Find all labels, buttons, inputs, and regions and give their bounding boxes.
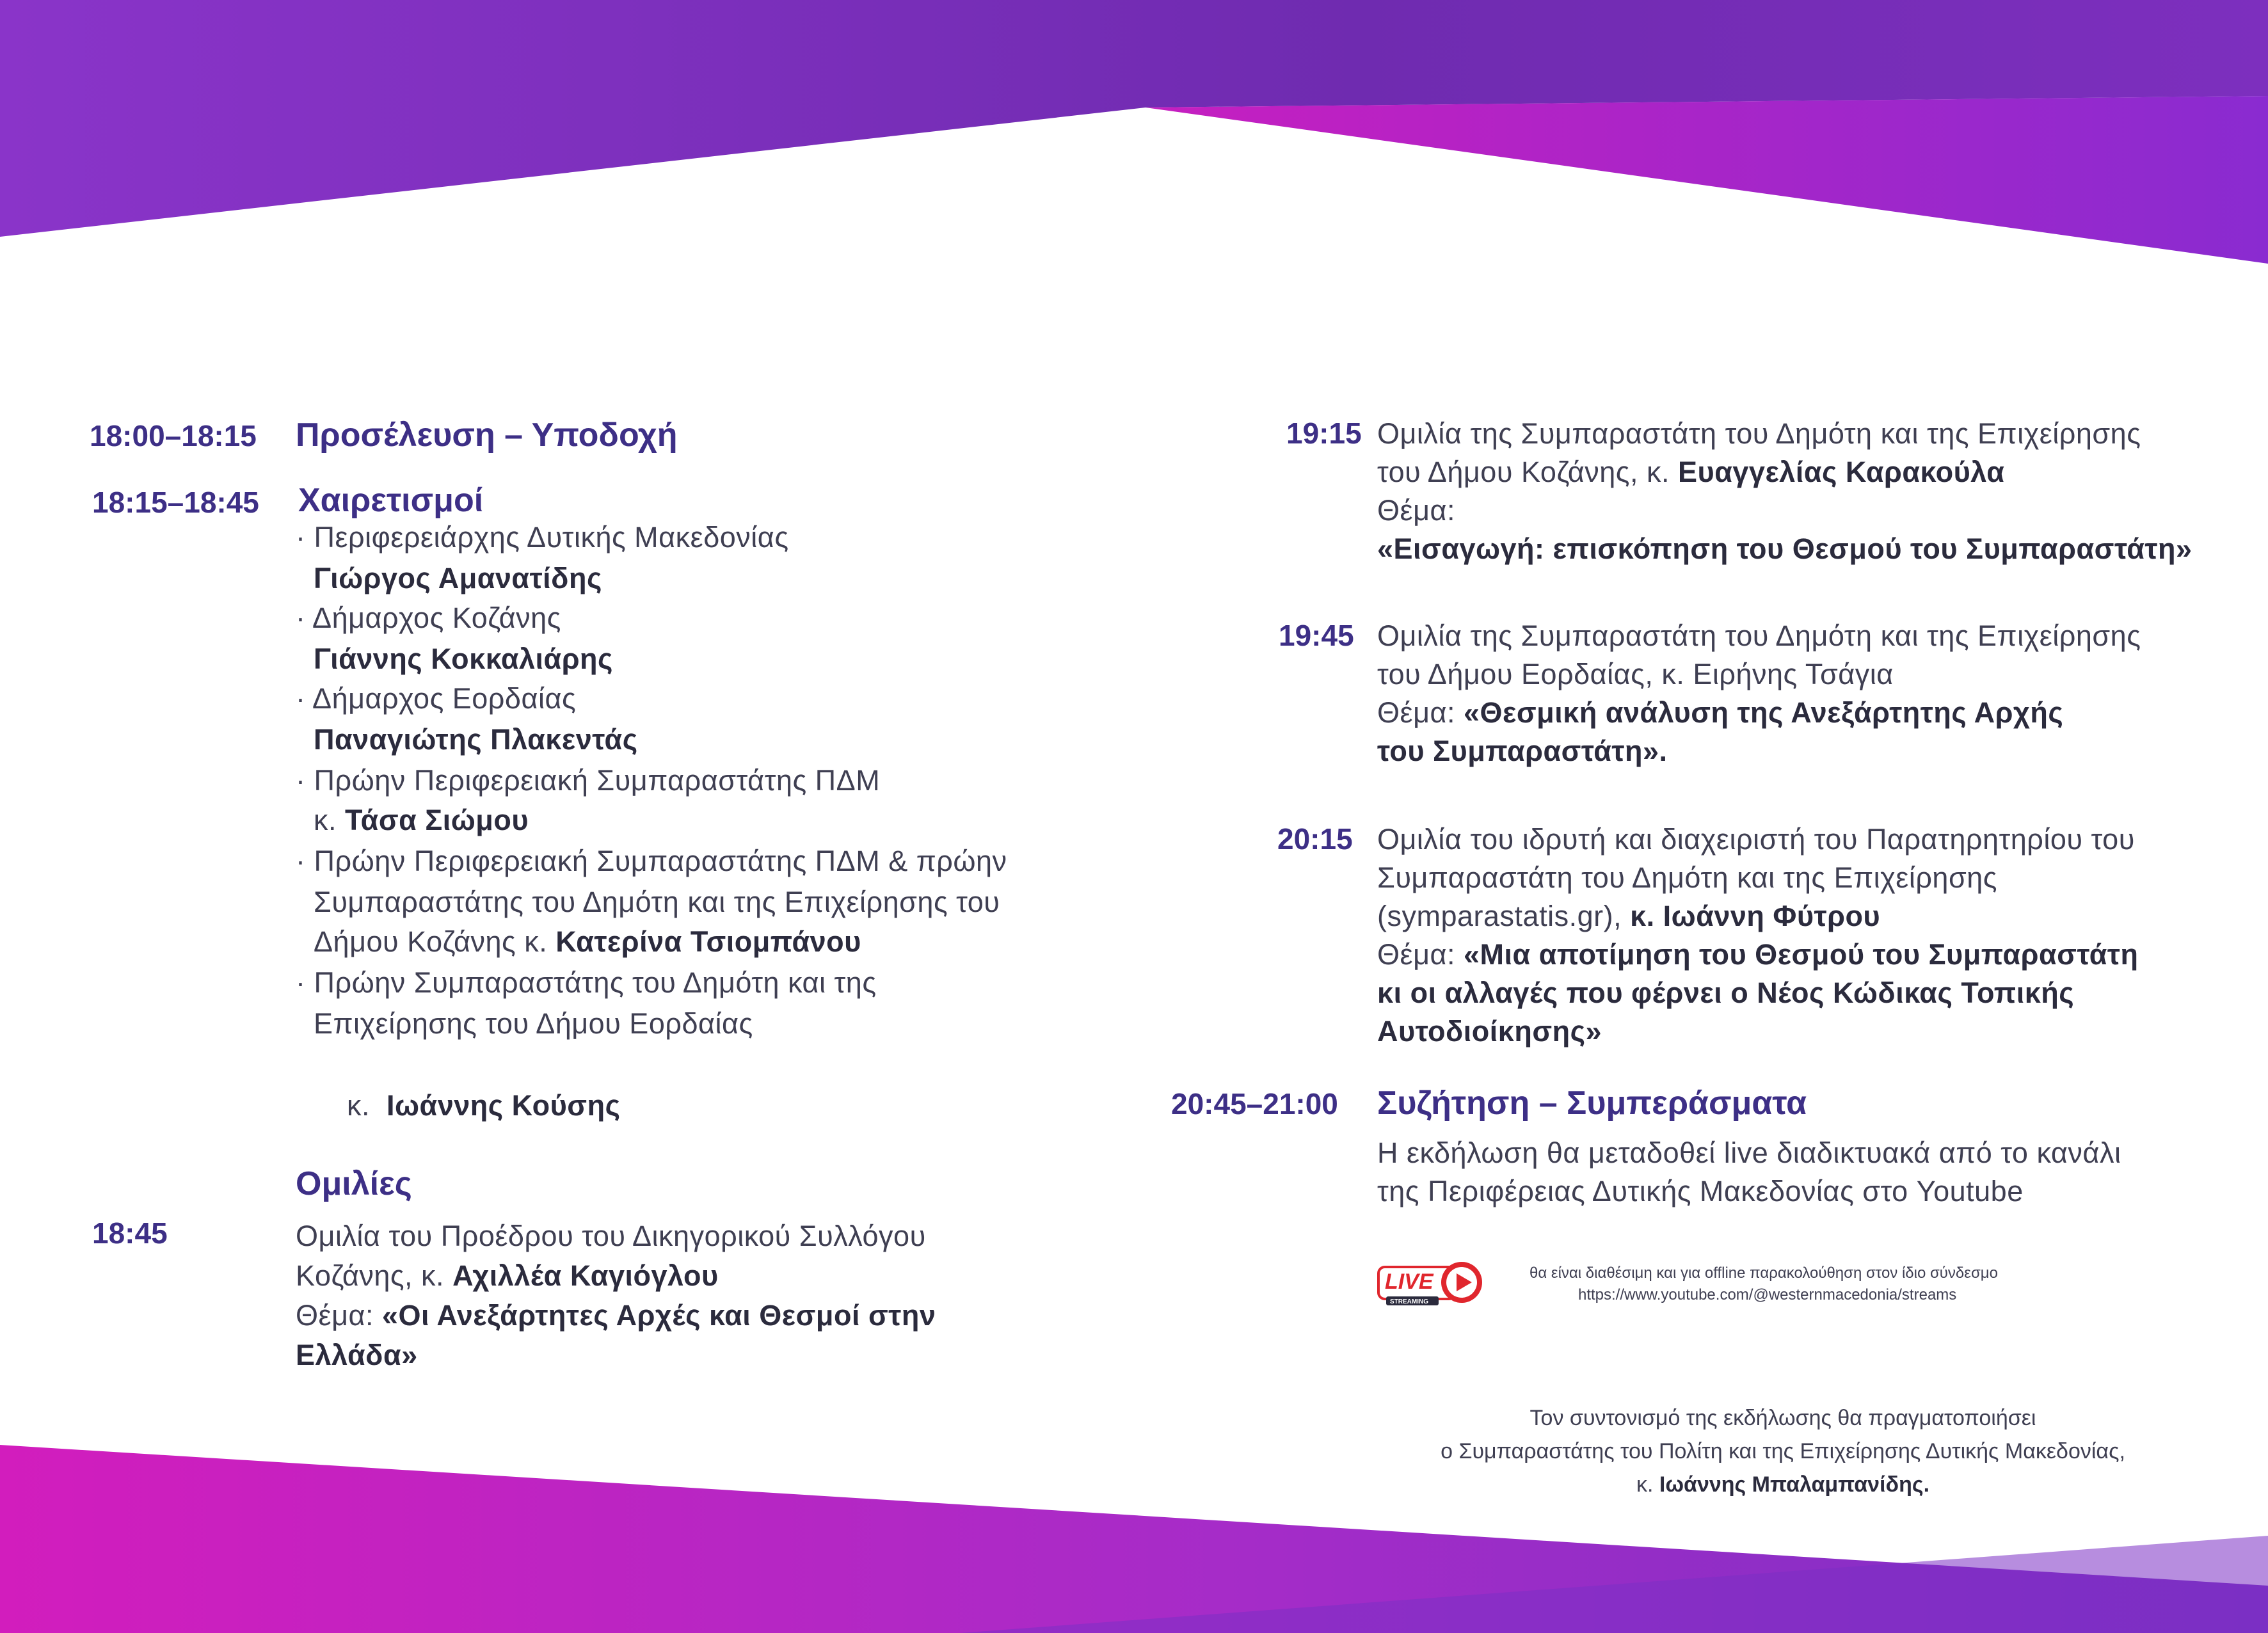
session-line: Ομιλία του ιδρυτή και διαχειριστή του Παρατηρητηρίου του — [1377, 823, 2135, 856]
greeting-role: · Περιφερειάρχης Δυτικής Μακεδονίας — [296, 521, 789, 554]
stream-line: της Περιφέρειας Δυτικής Μακεδονίας στο Youtube — [1377, 1175, 2024, 1207]
session-topic-cont: του Συμπαραστάτη». — [1377, 735, 1668, 767]
greetings-title: Χαιρετισμοί — [298, 482, 484, 519]
greeting-role: · Πρώην Περιφερειακή Συμπαραστάτης ΠΔΜ & πρώην — [296, 845, 1007, 877]
greeting-role: · Δήμαρχος Εορδαίας — [296, 682, 577, 715]
session-prefix: του Δήμου Κοζάνης, κ. — [1377, 456, 1679, 488]
session-topic-cont: Αυτοδιοίκησης» — [1377, 1015, 1602, 1048]
greeting-name: Ιωάννης Κούσης — [387, 1089, 621, 1122]
live-streaming-icon — [1377, 1261, 1486, 1307]
session-time: 19:15 — [1286, 417, 1362, 450]
session-topic-line — [1377, 692, 2063, 733]
coordinator-name: Ιωάννης Μπαλαμπανίδης. — [1659, 1472, 1930, 1497]
live-badge-text: LIVE — [1385, 1270, 1433, 1294]
greeting-role: · Πρώην Συμπαραστάτης του Δημότη και της — [296, 966, 877, 999]
closing-line: Τον συντονισμό της εκδήλωσης θα πραγματοποιήσει — [1529, 1406, 2036, 1430]
session-speaker: Ευαγγελίας Καρακούλα — [1678, 456, 2005, 488]
session-line: Ομιλία της Συμπαραστάτη του Δημότη και της Επιχείρησης — [1377, 417, 2141, 450]
greeting-name-line — [314, 800, 529, 841]
greetings-time: 18:15–18:45 — [92, 486, 259, 519]
greeting-prefix: κ. — [314, 804, 346, 836]
talk-topic-line — [296, 1295, 936, 1336]
offline-note: θα είναι διαθέσιμη και για offline παρακολούθηση στον ίδιο σύνδεσμο — [1529, 1264, 1998, 1282]
session-time: 19:45 — [1279, 619, 1354, 652]
session-topic: «Εισαγωγή: επισκόπηση του Θεσμού του Συμπαραστάτη» — [1377, 532, 2192, 565]
greeting-name: Τάσα Σιώμου — [345, 804, 529, 836]
greeting-prefix: Δήμου Κοζάνης κ. — [314, 925, 556, 958]
greeting-role-cont: Συμπαραστάτης του Δημότη και της Επιχείρησης του — [314, 886, 1000, 918]
session-speaker-line — [1377, 896, 1880, 937]
talk-prefix: Κοζάνης, κ. — [296, 1259, 453, 1292]
greeting-role-cont: Επιχείρησης του Δήμου Εορδαίας — [314, 1007, 753, 1040]
talk-speaker-line — [296, 1255, 719, 1296]
session-topic: «Μια αποτίμηση του Θεσμού του Συμπαραστάτη — [1464, 938, 2139, 971]
greeting-role: · Δήμαρχος Κοζάνης — [296, 601, 561, 634]
session-topic-cont: κι οι αλλαγές που φέρνει ο Νέος Κώδικας Τοπικής — [1377, 976, 2075, 1009]
top-band-magenta — [1146, 96, 2268, 264]
greeting-role: · Πρώην Περιφερειακή Συμπαραστάτης ΠΔΜ — [296, 764, 881, 797]
session-time: 20:45–21:00 — [1171, 1087, 1338, 1120]
live-badge-sub: STREAMING — [1390, 1298, 1428, 1305]
discussion-title: Συζήτηση – Συμπεράσματα — [1377, 1085, 1807, 1122]
greeting-name: Γιάννης Κοκκαλιάρης — [314, 642, 613, 675]
greeting-name: Γιώργος Αμανατίδης — [314, 562, 602, 594]
topic-label: Θέμα: — [1377, 494, 1456, 527]
session-topic-line — [1377, 934, 2139, 975]
closing-line — [1303, 1468, 2263, 1501]
greeting-name: Παναγιώτης Πλακεντάς — [314, 723, 638, 756]
stream-url-link[interactable]: https://www.youtube.com/@westernmacedonia/streams — [1578, 1286, 1957, 1303]
talk-topic: «Οι Ανεξάρτητες Αρχές και Θεσμοί στην — [382, 1299, 936, 1332]
session-line: Συμπαραστάτη του Δημότη και της Επιχείρησης — [1377, 861, 1997, 894]
topic-label: Θέμα: — [1377, 938, 1464, 971]
stream-line: Η εκδήλωση θα μεταδοθεί live διαδικτυακά από το κανάλι — [1377, 1136, 2121, 1169]
closing-note — [1303, 1401, 2263, 1501]
topic-label: Θέμα: — [296, 1299, 383, 1332]
talk-topic-cont: Ελλάδα» — [296, 1339, 418, 1371]
arrival-time: 18:00–18:15 — [90, 419, 257, 452]
closing-line: ο Συμπαραστάτης του Πολίτη και της Επιχείρησης Δυτικής Μακεδονίας, — [1441, 1439, 2125, 1463]
greeting-prefix: κ. — [347, 1089, 387, 1122]
greeting-name-line — [314, 921, 861, 962]
session-topic: «Θεσμική ανάλυση της Ανεξάρτητης Αρχής — [1464, 696, 2064, 729]
arrival-title: Προσέλευση – Υποδοχή — [296, 417, 678, 454]
session-line: Ομιλία της Συμπαραστάτη του Δημότη και της Επιχείρησης — [1377, 619, 2141, 652]
session-speaker-line — [1377, 452, 2004, 493]
session-line: του Δήμου Εορδαίας, κ. Ειρήνης Τσάγια — [1377, 658, 1894, 690]
topic-label: Θέμα: — [1377, 696, 1464, 729]
talk-time: 18:45 — [92, 1216, 168, 1250]
greeting-name: Κατερίνα Τσιομπάνου — [555, 925, 861, 958]
session-prefix: (symparastatis.gr), — [1377, 900, 1631, 932]
talks-title: Ομιλίες — [296, 1165, 412, 1202]
closing-prefix: κ. — [1636, 1472, 1659, 1497]
greeting-name-line — [314, 1044, 620, 1167]
session-time: 20:15 — [1277, 822, 1353, 856]
session-speaker: κ. Ιωάννη Φύτρου — [1630, 900, 1881, 932]
talk-speaker: Αχιλλέα Καγιόγλου — [452, 1259, 719, 1292]
talk-line: Ομιλία του Προέδρου του Δικηγορικού Συλλόγου — [296, 1220, 926, 1252]
